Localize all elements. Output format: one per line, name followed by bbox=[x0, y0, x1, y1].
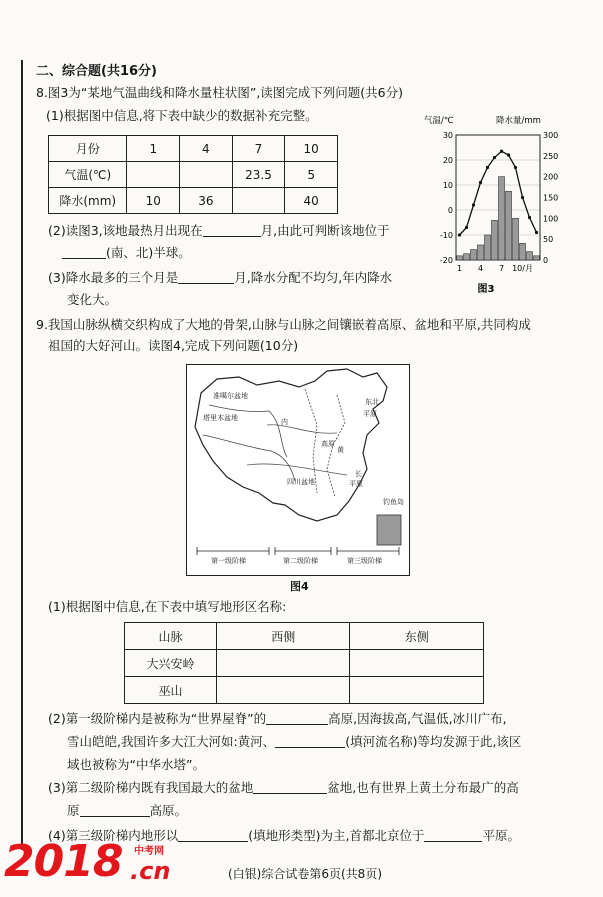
table-cell: 5 bbox=[285, 162, 338, 188]
q9-part2-line1 bbox=[48, 710, 507, 728]
precipitation-bar bbox=[457, 256, 463, 260]
binding-margin-line bbox=[21, 60, 23, 850]
right-tick-label: 100 bbox=[543, 214, 559, 224]
answer-blank[interactable] bbox=[275, 734, 345, 748]
q8-part3-line1 bbox=[48, 269, 392, 287]
q8-part2-text-c: (南、北)半球。 bbox=[106, 245, 191, 260]
left-tick-label: 0 bbox=[447, 206, 453, 215]
table-cell: 东侧 bbox=[350, 623, 484, 650]
table-row bbox=[125, 623, 484, 650]
precipitation-bar bbox=[485, 235, 491, 260]
right-tick-label: 300 bbox=[543, 131, 559, 140]
q9-terrain-table bbox=[124, 622, 484, 704]
precipitation-bar bbox=[527, 252, 533, 260]
watermark-domain: .cn bbox=[130, 857, 171, 885]
figure4-map bbox=[186, 364, 410, 576]
temperature-point bbox=[507, 153, 510, 156]
q9-part2-text-b: 高原,因海拔高,气温低,冰川广布, bbox=[328, 711, 507, 726]
x-tick-label: 1 bbox=[456, 264, 463, 273]
right-tick-label: 200 bbox=[543, 172, 559, 182]
table-cell: 降水(mm) bbox=[49, 188, 127, 214]
table-cell: 7 bbox=[232, 136, 285, 162]
table-cell: 36 bbox=[180, 188, 233, 214]
q8-part3-text-b: 月,降水分配不均匀,年内降水 bbox=[234, 270, 393, 285]
temperature-point bbox=[479, 181, 482, 184]
map-label: 平原 bbox=[363, 410, 377, 418]
table-cell: 山脉 bbox=[125, 623, 217, 650]
table-row bbox=[49, 136, 338, 162]
temperature-point bbox=[535, 231, 538, 234]
q9-part2-text-a: (2)第一级阶梯内是被称为“世界屋脊”的 bbox=[48, 711, 267, 726]
q8-part1: (1)根据图中信息,将下表中缺少的数据补充完整。 bbox=[46, 108, 318, 123]
step3-bracket bbox=[337, 547, 399, 555]
left-tick-label: -10 bbox=[439, 231, 453, 240]
step2-label: 第二级阶梯 bbox=[283, 557, 318, 565]
table-cell-blank[interactable] bbox=[127, 162, 180, 188]
q9-part2-line2 bbox=[67, 733, 521, 751]
table-cell: 23.5 bbox=[232, 162, 285, 188]
map-label: 高原 bbox=[321, 440, 335, 448]
temperature-point bbox=[528, 216, 531, 219]
q9-part3-text-d: 高原。 bbox=[149, 803, 188, 818]
temperature-point bbox=[514, 166, 517, 169]
step1-bracket bbox=[197, 547, 269, 555]
map-label: 内 bbox=[281, 418, 288, 426]
table-cell: 西侧 bbox=[217, 623, 350, 650]
figure3-climate-chart bbox=[418, 110, 568, 295]
q9-stem-line1: 9.我国山脉纵横交织构成了大地的骨架,山脉与山脉之间镶嵌着高原、盆地和平原,共同构成 bbox=[36, 317, 531, 332]
left-tick-label: 10 bbox=[442, 181, 453, 190]
q8-data-table bbox=[48, 135, 338, 214]
right-axis-label: 降水量/mm bbox=[496, 116, 541, 126]
temperature-curve bbox=[460, 151, 537, 235]
table-cell: 月份 bbox=[49, 136, 127, 162]
right-tick-label: 150 bbox=[543, 193, 559, 203]
precipitation-bar bbox=[499, 177, 505, 260]
left-tick-label: 30 bbox=[442, 131, 453, 140]
precipitation-bar bbox=[513, 218, 519, 260]
right-tick-label: 250 bbox=[543, 151, 559, 161]
left-tick-label: 20 bbox=[442, 156, 453, 165]
map-label: 准噶尔盆地 bbox=[213, 392, 248, 400]
q8-stem: 8.图3为“某地气温曲线和降水量柱状图”,读图完成下列问题(共6分) bbox=[36, 85, 404, 100]
right-tick-label: 50 bbox=[543, 235, 554, 245]
q9-part4-text-a: (4)第三级阶梯内地形以 bbox=[48, 828, 179, 843]
page-footer: (白银)综合试卷第6页(共8页) bbox=[228, 867, 382, 881]
table-cell: 1 bbox=[127, 136, 180, 162]
answer-blank[interactable] bbox=[203, 223, 261, 237]
table-cell-blank[interactable] bbox=[350, 677, 484, 704]
answer-blank[interactable] bbox=[253, 780, 327, 794]
q9-part3-text-c: 原 bbox=[67, 803, 80, 818]
mountain-range-line bbox=[203, 435, 295, 481]
table-cell-blank[interactable] bbox=[180, 162, 233, 188]
table-cell-blank[interactable] bbox=[217, 650, 350, 677]
table-cell: 巫山 bbox=[125, 677, 217, 704]
x-tick-label: 10/月 bbox=[512, 264, 533, 273]
figure4-caption: 图4 bbox=[290, 580, 309, 593]
q9-part2-line3: 域也被称为“中华水塔”。 bbox=[67, 757, 205, 772]
temperature-points bbox=[458, 150, 538, 237]
answer-blank[interactable] bbox=[424, 828, 482, 842]
map-label: 平原 bbox=[349, 480, 363, 488]
table-cell-blank[interactable] bbox=[217, 677, 350, 704]
table-cell: 气温(℃) bbox=[49, 162, 127, 188]
q9-part4-text-b: (填地形类型)为主,首都北京位于 bbox=[248, 828, 425, 843]
answer-blank[interactable] bbox=[178, 828, 248, 842]
temperature-point bbox=[465, 226, 468, 229]
q9-part4-text-c: 平原。 bbox=[482, 828, 520, 843]
q9-part1: (1)根据图中信息,在下表中填写地形区名称: bbox=[48, 599, 287, 614]
river-line bbox=[267, 425, 337, 433]
figure3-caption: 图3 bbox=[477, 284, 495, 295]
table-cell: 40 bbox=[285, 188, 338, 214]
table-cell: 4 bbox=[180, 136, 233, 162]
temperature-point bbox=[521, 196, 524, 199]
river-line bbox=[247, 464, 347, 475]
table-row bbox=[125, 677, 484, 704]
map-label: 黄 bbox=[337, 446, 344, 454]
q9-part3-line1 bbox=[48, 779, 519, 797]
precipitation-bar bbox=[506, 191, 512, 260]
q8-part2-text-b: 月,由此可判断该地位于 bbox=[260, 223, 390, 238]
q9-part3-line2 bbox=[67, 802, 187, 820]
q8-part2-line2 bbox=[62, 244, 191, 262]
q9-part3-text-a: (3)第二级阶梯内既有我国最大的盆地 bbox=[48, 780, 254, 795]
step1-label: 第一级阶梯 bbox=[211, 557, 246, 565]
table-cell: 大兴安岭 bbox=[125, 650, 217, 677]
x-tick-label: 7 bbox=[498, 264, 505, 273]
q9-part3-text-b: 盆地,也有世界上黄土分布最广的高 bbox=[327, 780, 519, 795]
table-cell-blank[interactable] bbox=[350, 650, 484, 677]
table-row bbox=[49, 162, 338, 188]
temperature-point bbox=[500, 150, 503, 153]
right-tick-label: 0 bbox=[543, 256, 549, 265]
temperature-point bbox=[493, 156, 496, 159]
q9-part2-text-d: (填河流名称)等均发源于此,该区 bbox=[345, 734, 522, 749]
south-china-sea-inset bbox=[377, 515, 401, 545]
map-label: 长 bbox=[355, 470, 362, 478]
q8-part3-text-a: (3)降水最多的三个月是 bbox=[48, 270, 179, 285]
temperature-point bbox=[472, 203, 475, 206]
map-label: 钓鱼岛 bbox=[383, 498, 404, 506]
table-row bbox=[125, 650, 484, 677]
temperature-point bbox=[486, 166, 489, 169]
left-axis-label: 气温/℃ bbox=[424, 116, 454, 126]
step3-label: 第三级阶梯 bbox=[347, 557, 382, 565]
q9-part2-text-c: 雪山皑皑,我国许多大江大河如:黄河、 bbox=[67, 734, 276, 749]
precipitation-bar bbox=[492, 220, 498, 260]
map-label: 东北 bbox=[365, 398, 379, 406]
step2-bracket bbox=[275, 547, 331, 555]
left-tick-label: -20 bbox=[439, 256, 453, 265]
precipitation-bar bbox=[471, 250, 477, 260]
map-label: 四川盆地 bbox=[287, 478, 315, 486]
watermark-logo-number: 2018 bbox=[4, 836, 123, 887]
answer-blank[interactable] bbox=[80, 803, 150, 817]
answer-blank[interactable] bbox=[178, 270, 234, 284]
q8-part2-line1 bbox=[48, 222, 390, 240]
section-title: 二、综合题(共16分) bbox=[36, 64, 157, 79]
map-label: 塔里木盆地 bbox=[203, 414, 238, 422]
temperature-point bbox=[458, 233, 461, 236]
watermark-site-name: 中考网 bbox=[134, 846, 164, 857]
q9-stem-line2: 祖国的大好河山。读图4,完成下列问题(10分) bbox=[48, 338, 299, 353]
x-tick-label: 4 bbox=[477, 264, 484, 273]
table-cell: 10 bbox=[285, 136, 338, 162]
table-row bbox=[49, 188, 338, 214]
q8-part3-line2: 变化大。 bbox=[67, 292, 118, 307]
table-cell-blank[interactable] bbox=[232, 188, 285, 214]
precipitation-bar bbox=[478, 245, 484, 260]
answer-blank[interactable] bbox=[62, 245, 106, 259]
answer-blank[interactable] bbox=[266, 711, 328, 725]
table-cell: 10 bbox=[127, 188, 180, 214]
precipitation-bar bbox=[534, 256, 540, 260]
precipitation-bar bbox=[520, 243, 526, 260]
precipitation-bar bbox=[464, 254, 470, 260]
q8-part2-text-a: (2)读图3,该地最热月出现在 bbox=[48, 223, 203, 238]
